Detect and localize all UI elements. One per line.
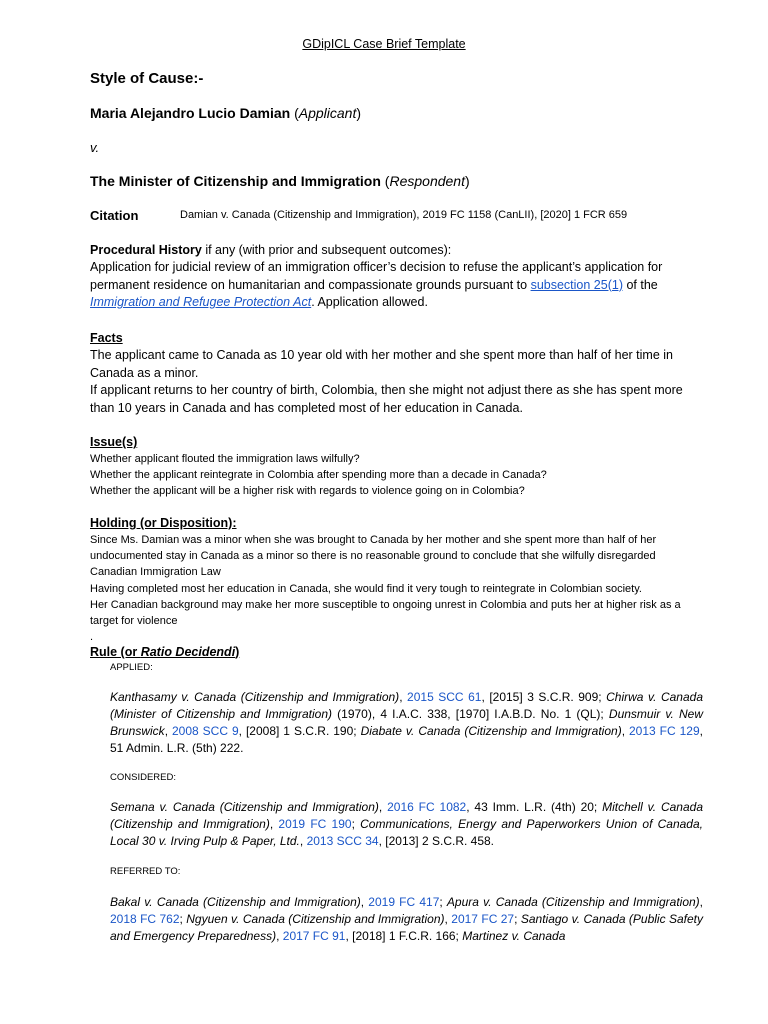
- issue-item: Whether the applicant reintegrate in Colombia after spending more than a decade in Canada?: [90, 469, 547, 482]
- applied-caption: APPLIED:: [110, 662, 153, 673]
- case-link[interactable]: 2019 FC 417: [368, 895, 440, 909]
- case-citation-text: , [2015] 3 S.C.R. 909;: [481, 690, 607, 704]
- case-citation-text: ;: [514, 912, 521, 927]
- case-citation-text: ;: [439, 895, 447, 909]
- holding-paragraph: Her Canadian background may make her more susceptible to ongoing unrest in Colombia and puts her at higher risk as a target for violence: [90, 598, 681, 628]
- procedural-history-text-2: of the: [622, 277, 658, 292]
- rule-heading: [90, 644, 700, 661]
- considered-caption: CONSIDERED:: [110, 772, 176, 783]
- applicant-role: Applicant: [298, 105, 357, 121]
- case-citation-text: , 51 Admin. L.R. (5th) 222.: [110, 724, 704, 756]
- procedural-history-section: [90, 242, 700, 312]
- case-name: Bakal v. Canada (Citizenship and Immigration): [110, 895, 361, 909]
- holding-heading-block: [90, 515, 700, 532]
- case-name: Communications, Energy and Paperworkers Union of Canada, Local 30 v. Irving Pulp & Paper, Ltd.: [110, 817, 703, 849]
- case-citation-text: , [2013] 2 S.C.R. 458.: [378, 834, 495, 849]
- case-citation-text: , [2018] 1 F.C.R. 166;: [345, 929, 463, 944]
- case-citation-text: (1970), 4 I.A.C. 338, [1970] I.A.B.D. No. 1 (QL);: [332, 707, 609, 722]
- referred-cases: Bakal v. Canada (Citizenship and Immigration), 2019 FC 417; Apura v. Canada (Citizenship and Immigration), 2018 FC 762; Ngyuen v. Canada (Citizenship and Immigration), 2017 FC 27; Santiago v. Canada (Public Safety and Emergency Preparedness), 2017 FC 91, [2018] 1 F.C.R. 166; Martinez v. Canada: [110, 895, 704, 944]
- case-name: Semana v. Canada (Citizenship and Immigration): [110, 800, 379, 814]
- case-name: Ngyuen v. Canada (Citizenship and Immigration): [186, 912, 445, 927]
- facts-heading: Facts: [90, 331, 123, 345]
- case-link[interactable]: 2013 FC 129: [629, 724, 700, 739]
- issues-heading: Issue(s): [90, 435, 138, 449]
- applicant-name: Maria Alejandro Lucio Damian: [90, 105, 291, 121]
- case-name: Santiago v. Canada (Public Safety and Emergency Preparedness): [110, 912, 704, 944]
- facts-paragraph: The applicant came to Canada as 10 year old with her mother and she spent more than half of her time in Canada as a minor.: [90, 348, 673, 380]
- case-citation-text: ;: [351, 817, 361, 832]
- facts-paragraph: If applicant returns to her country of birth, Colombia, then she might not adjust there as she has spent more than 10 years in Canada and has completed most of her education in Canada.: [90, 383, 683, 415]
- holding-paragraph: Since Ms. Damian was a minor when she was brought to Canada by her mother and she spent more than half of her undocumented stay in Canada as a minor so there is no reasonable ground to conclude that she wilfully disregarded Canadian Immigration Law: [90, 534, 657, 579]
- holding-text: [90, 532, 700, 645]
- case-citation-text: ;: [179, 912, 187, 927]
- rule-heading-block: [90, 644, 700, 661]
- procedural-history-text: [90, 259, 700, 311]
- procedural-history-label: Procedural History: [90, 243, 202, 257]
- case-name: Mitchell v. Canada (Citizenship and Immigration): [110, 800, 703, 832]
- holding-paragraph: Having completed most her education in Canada, she would find it very tough to reintegrate in Colombian society.: [90, 582, 642, 595]
- case-link[interactable]: 2017 FC 91: [282, 929, 346, 944]
- issue-item: Whether the applicant will be a higher risk with regards to violence going on in Colombia?: [90, 485, 525, 498]
- applied-cases: Kanthasamy v. Canada (Citizenship and Immigration), 2015 SCC 61, [2015] 3 S.C.R. 909; Chirwa v. Canada (Minister of Citizenship and Immigration) (1970), 4 I.A.C. 338, [1970] I.A.B.D. No. 1 (QL); Dunsmuir v. New Brunswick, 2008 SCC 9, [2008] 1 S.C.R. 190; Diabate v. Canada (Citizenship and Immigration), 2013 FC 129, 51 Admin. L.R. (5th) 222.: [110, 690, 704, 756]
- applicant-line: Maria Alejandro Lucio Damian (Applicant): [90, 105, 362, 121]
- rule-heading-suffix: ): [235, 645, 240, 659]
- case-link[interactable]: 2018 FC 762: [110, 912, 180, 927]
- citation-label: Citation: [90, 208, 139, 223]
- case-name: Diabate v. Canada (Citizenship and Immigration): [360, 724, 622, 739]
- irpa-link[interactable]: Immigration and Refugee Protection Act: [90, 295, 312, 310]
- case-name: Martinez v. Canada: [462, 929, 566, 944]
- facts-section: [90, 330, 700, 417]
- case-link[interactable]: 2008 SCC 9: [172, 724, 239, 739]
- case-link[interactable]: 2019 FC 190: [278, 817, 352, 832]
- versus-text: v.: [90, 140, 100, 155]
- referred-caption: REFERRED TO:: [110, 866, 181, 877]
- case-name: Kanthasamy v. Canada (Citizenship and Immigration): [110, 690, 400, 704]
- holding-paragraph: .: [90, 631, 94, 644]
- holding-heading: Holding (or Disposition):: [90, 516, 237, 530]
- case-name: Chirwa v. Canada (Minister of Citizenship and Immigration): [110, 690, 704, 722]
- respondent-line: The Minister of Citizenship and Immigration (Respondent): [90, 173, 470, 189]
- case-citation-text: , [2008] 1 S.C.R. 190;: [238, 724, 361, 739]
- case-link[interactable]: 2016 FC 1082: [387, 800, 467, 814]
- document-title: GDipICL Case Brief Template: [302, 37, 466, 51]
- case-name: Dunsmuir v. New Brunswick: [110, 707, 703, 739]
- issues-list: [90, 451, 700, 500]
- procedural-history-text-3: . Application allowed.: [311, 295, 428, 310]
- issues-heading-block: [90, 434, 700, 451]
- case-link[interactable]: 2013 SCC 34: [306, 834, 379, 849]
- case-link[interactable]: 2017 FC 27: [451, 912, 515, 927]
- case-citation-text: , 43 Imm. L.R. (4th) 20;: [466, 800, 603, 814]
- procedural-history-text-1: Application for judicial review of an immigration officer’s decision to refuse the applicant’s application for permanent residence on humanitarian and compassionate grounds pursuant to: [90, 260, 663, 292]
- rule-heading-italic: Ratio Decidendi: [140, 645, 236, 659]
- subsection-link[interactable]: subsection 25(1): [530, 277, 623, 292]
- rule-heading-prefix: Rule (or: [90, 645, 141, 659]
- citation-text: Damian v. Canada (Citizenship and Immigration), 2019 FC 1158 (CanLII), [2020] 1 FCR 659: [180, 209, 628, 221]
- issue-item: Whether applicant flouted the immigration laws wilfully?: [90, 453, 360, 465]
- respondent-name: The Minister of Citizenship and Immigration: [90, 173, 381, 189]
- case-link[interactable]: 2015 SCC 61: [407, 690, 482, 704]
- style-of-cause-heading: Style of Cause:-: [90, 70, 204, 87]
- respondent-role: Respondent: [389, 173, 465, 189]
- procedural-history-label-suffix: if any (with prior and subsequent outcomes):: [201, 243, 452, 257]
- considered-cases: Semana v. Canada (Citizenship and Immigration), 2016 FC 1082, 43 Imm. L.R. (4th) 20; Mitchell v. Canada (Citizenship and Immigration), 2019 FC 190; Communications, Energy and Paperworkers Union of Canada, Local 30 v. Irving Pulp & Paper, Ltd., 2013 SCC 34, [2013] 2 S.C.R. 458.: [110, 800, 703, 849]
- case-name: Apura v. Canada (Citizenship and Immigration): [446, 895, 700, 909]
